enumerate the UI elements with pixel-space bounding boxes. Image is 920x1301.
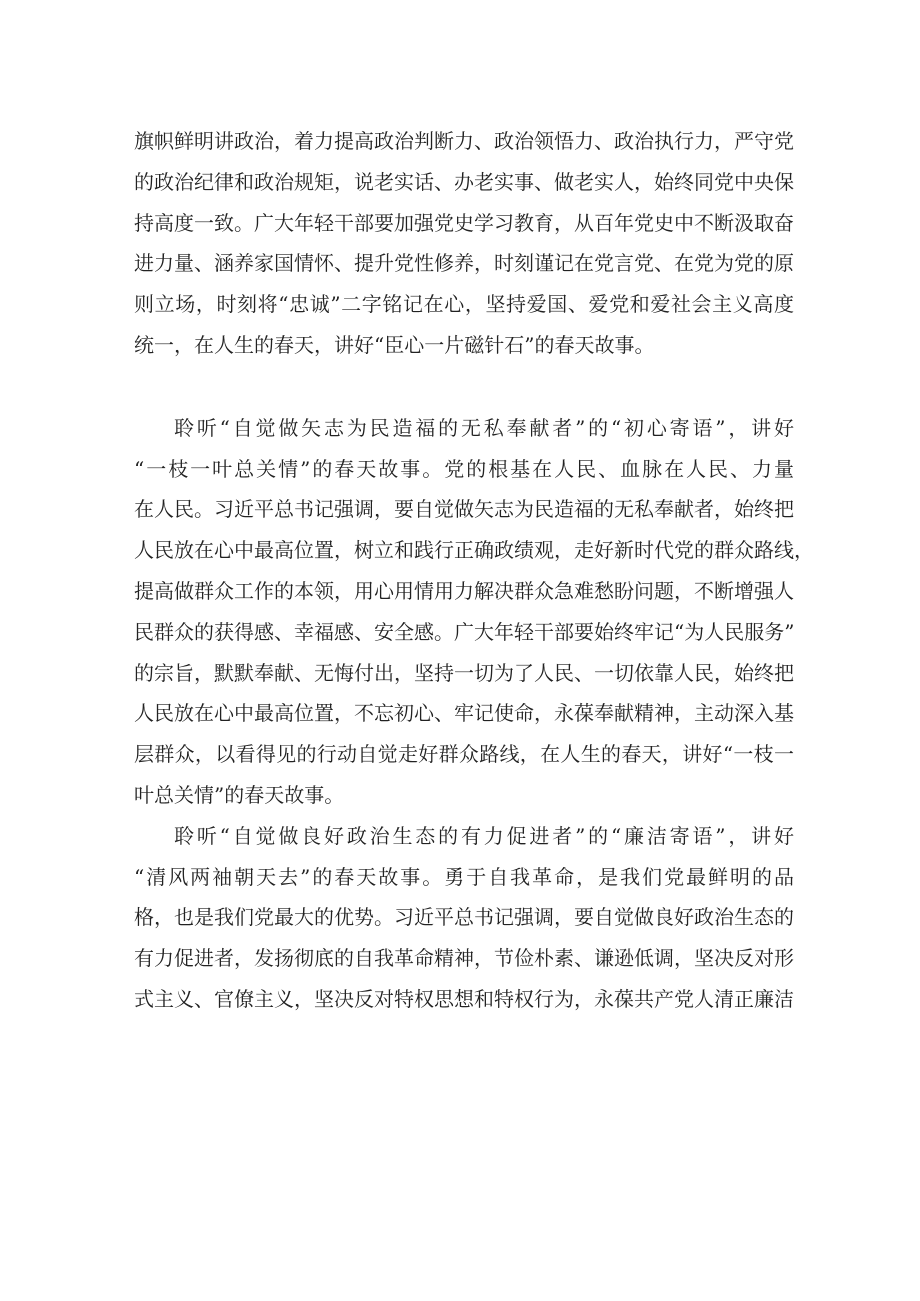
text-line: 持高度一致。广大年轻干部要加强党史学习教育，从百年党史中不断汲取奋 bbox=[134, 210, 794, 235]
text-line: 则立场，时刻将“忠诚”二字铭记在心，坚持爱国、爱党和爱社会主义高度 bbox=[134, 292, 794, 317]
paragraph-integrity bbox=[134, 816, 794, 1020]
text-line: “清风两袖朝天去”的春天故事。勇于自我革命，是我们党最鲜明的品 bbox=[134, 864, 794, 889]
text-line: 式主义、官僚主义，坚决反对特权思想和特权行为，永葆共产党人清正廉洁 bbox=[134, 986, 794, 1011]
text-line: 的宗旨，默默奉献、无悔付出，坚持一切为了人民、一切依靠人民，始终把 bbox=[134, 660, 794, 685]
text-line: 格，也是我们党最大的优势。习近平总书记强调，要自觉做良好政治生态的 bbox=[134, 905, 794, 930]
document-body bbox=[134, 121, 814, 1020]
text-line: 聆听“自觉做矢志为民造福的无私奉献者”的“初心寄语”，讲好 bbox=[174, 415, 794, 440]
text-line: 进力量、涵养家国情怀、提升党性修养，时刻谨记在党言党、在党为党的原 bbox=[134, 251, 794, 276]
text-line: 人民放在心中最高位置，树立和践行正确政绩观，走好新时代党的群众路线， bbox=[134, 538, 814, 563]
text-line: 民群众的获得感、幸福感、安全感。广大年轻干部要始终牢记“为人民服务” bbox=[134, 619, 795, 644]
text-line: 人民放在心中最高位置，不忘初心、牢记使命，永葆奉献精神，主动深入基 bbox=[134, 701, 794, 726]
text-line: 叶总关情”的春天故事。 bbox=[134, 782, 345, 807]
text-line: 提高做群众工作的本领，用心用情用力解决群众急难愁盼问题，不断增强人 bbox=[134, 578, 794, 603]
text-line: 聆听“自觉做良好政治生态的有力促进者”的“廉洁寄语”，讲好 bbox=[174, 823, 794, 848]
paragraph-spacer bbox=[134, 366, 794, 408]
text-line: 有力促进者，发扬彻底的自我革命精神，节俭朴素、谦逊低调，坚决反对形 bbox=[134, 946, 794, 971]
text-line: 统一，在人生的春天，讲好“臣心一片磁针石”的春天故事。 bbox=[134, 332, 655, 357]
paragraph-loyalty bbox=[134, 121, 794, 366]
paragraph-people bbox=[134, 408, 814, 816]
text-line: “一枝一叶总关情”的春天故事。党的根基在人民、血脉在人民、力量 bbox=[134, 456, 794, 481]
text-line: 旗帜鲜明讲政治，着力提高政治判断力、政治领悟力、政治执行力，严守党 bbox=[134, 129, 794, 153]
text-line: 层群众，以看得见的行动自觉走好群众路线，在人生的春天，讲好“一枝一 bbox=[134, 742, 794, 767]
text-line: 的政治纪律和政治规矩，说老实话、办老实事、做老实人，始终同党中央保 bbox=[134, 169, 794, 194]
text-line: 在人民。习近平总书记强调，要自觉做矢志为民造福的无私奉献者，始终把 bbox=[134, 497, 794, 522]
